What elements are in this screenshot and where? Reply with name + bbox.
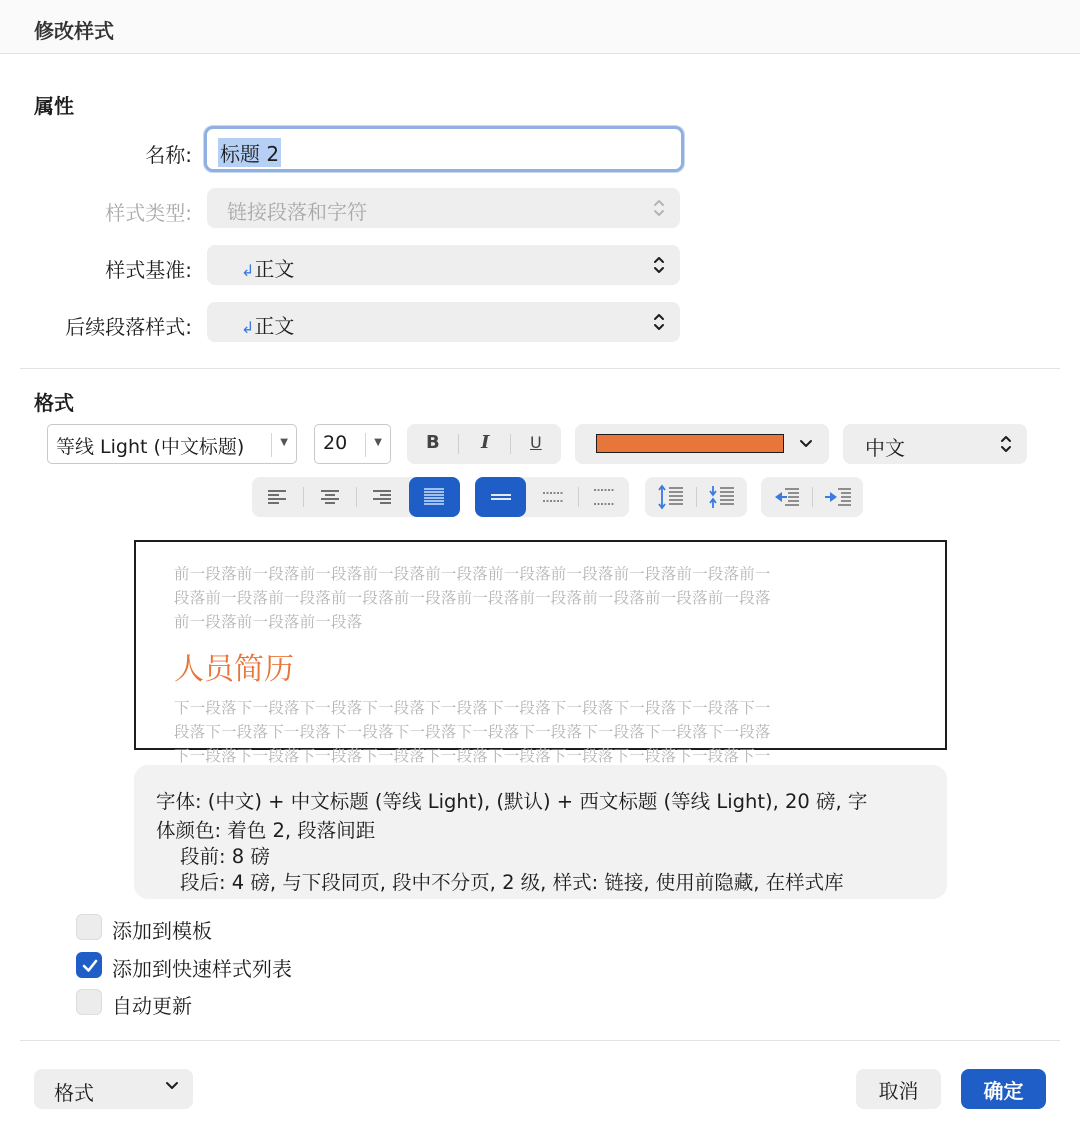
font-color-picker[interactable] [575, 424, 829, 464]
dropdown-arrow-icon: ▼ [374, 437, 382, 448]
up-down-chevron-icon [652, 252, 666, 278]
style-type-label: 样式类型: [105, 201, 192, 225]
increase-indent-icon [824, 487, 852, 507]
font-size-value: 20 [323, 432, 348, 454]
underline-button[interactable]: U [530, 433, 542, 452]
font-size-combo[interactable] [314, 424, 391, 464]
name-input-value: 标题 2 [218, 138, 281, 167]
style-description [134, 765, 947, 899]
align-left-button[interactable] [252, 477, 303, 517]
style-type-value: 链接段落和字符 [227, 200, 367, 224]
based-on-label: 样式基准: [105, 258, 192, 282]
description-line: 字体: (中文) + 中文标题 (等线 Light), (默认) + 西文标题 (等线 Light), 20 磅, 字 [156, 790, 868, 813]
decrease-indent-button[interactable] [761, 477, 812, 517]
add-to-template-checkbox[interactable] [76, 914, 102, 940]
font-combo[interactable] [47, 424, 297, 464]
decrease-indent-icon [773, 487, 801, 507]
align-justify-icon [423, 487, 445, 507]
up-down-chevron-icon [999, 431, 1013, 457]
footer-divider [20, 1040, 1060, 1041]
single-spacing-button[interactable] [475, 477, 526, 517]
name-input[interactable] [204, 126, 684, 172]
description-line: 段后: 4 磅, 与下段同页, 段中不分页, 2 级, 样式: 链接, 使用前隐藏, 在样式库 [180, 871, 844, 894]
based-on-select[interactable] [207, 245, 680, 285]
align-justify-button[interactable] [409, 477, 460, 517]
preview-heading: 人员简历 [174, 652, 294, 687]
format-section-title: 格式 [34, 391, 74, 415]
paragraph-return-icon: ↲ [241, 261, 255, 280]
add-to-quick-styles-checkbox[interactable] [76, 952, 102, 978]
auto-update-checkbox[interactable] [76, 989, 102, 1015]
dropdown-arrow-icon: ▼ [280, 437, 288, 448]
align-center-button[interactable] [304, 477, 356, 517]
cancel-button[interactable]: 取消 [856, 1069, 941, 1109]
description-line: 段前: 8 磅 [180, 845, 270, 868]
increase-spacing-icon [657, 484, 685, 510]
font-style-group [407, 424, 561, 464]
align-left-icon [267, 489, 287, 505]
indent-group [761, 477, 863, 517]
properties-section-title: 属性 [34, 94, 74, 118]
name-label: 名称: [145, 143, 192, 167]
decrease-paragraph-spacing-button[interactable] [697, 477, 747, 517]
checkmark-icon [80, 956, 100, 976]
style-preview [134, 540, 947, 765]
preview-next-paragraph-line: 下一段落下一段落下一段落下一段落下一段落下一段落下一段落下一段落下一段落下一 [174, 699, 771, 717]
preview-next-paragraph-line: 下一段落下一段落下一段落下一段落下一段落下一段落下一段落下一段落下一段落下一 [174, 747, 771, 765]
one-half-spacing-button[interactable] [527, 477, 578, 517]
bold-button[interactable]: B [426, 432, 440, 453]
font-value: 等线 Light (中文标题) [56, 436, 245, 458]
style-type-select[interactable] [207, 188, 680, 228]
ok-button[interactable]: 确定 [961, 1069, 1046, 1109]
title-bar [0, 0, 1080, 54]
one-half-spacing-icon [542, 489, 564, 505]
preview-next-paragraph-line: 段落下一段落下一段落下一段落下一段落下一段落下一段落下一段落下一段落下一段落 [174, 723, 771, 741]
chevron-down-icon [799, 439, 813, 449]
format-menu-label: 格式 [54, 1081, 94, 1105]
script-value: 中文 [865, 436, 905, 460]
preview-previous-paragraph-line: 段落前一段落前一段落前一段落前一段落前一段落前一段落前一段落前一段落前一段落 [174, 589, 771, 607]
section-divider [20, 368, 1060, 369]
increase-indent-button[interactable] [813, 477, 863, 517]
align-right-icon [372, 489, 392, 505]
add-to-quick-styles-label: 添加到快速样式列表 [112, 957, 292, 981]
font-color-swatch [596, 434, 784, 453]
add-to-template-label: 添加到模板 [112, 919, 212, 943]
preview-previous-paragraph-line: 前一段落前一段落前一段落前一段落前一段落前一段落前一段落前一段落前一段落前一 [174, 565, 771, 583]
next-style-select[interactable] [207, 302, 680, 342]
auto-update-label: 自动更新 [112, 994, 192, 1018]
alignment-group [252, 477, 460, 517]
up-down-chevron-icon [652, 195, 666, 221]
based-on-value: 正文 [254, 257, 295, 281]
align-right-button[interactable] [357, 477, 408, 517]
format-menu-button[interactable] [34, 1069, 193, 1109]
line-spacing-group [475, 477, 629, 517]
italic-button[interactable]: I [481, 432, 490, 453]
dialog-title: 修改样式 [34, 19, 114, 43]
double-spacing-button[interactable] [579, 477, 629, 517]
chevron-down-icon [165, 1081, 179, 1091]
paragraph-return-icon: ↲ [241, 318, 255, 337]
next-style-label: 后续段落样式: [65, 315, 192, 339]
description-line: 体颜色: 着色 2, 段落间距 [156, 819, 376, 842]
decrease-spacing-icon [708, 484, 736, 510]
single-spacing-icon [490, 490, 512, 504]
up-down-chevron-icon [652, 309, 666, 335]
double-spacing-icon [593, 487, 615, 507]
align-center-icon [320, 489, 340, 505]
script-select[interactable] [843, 424, 1027, 464]
increase-paragraph-spacing-button[interactable] [645, 477, 696, 517]
next-style-value: 正文 [254, 314, 295, 338]
preview-previous-paragraph-line: 前一段落前一段落前一段落 [174, 613, 363, 631]
paragraph-spacing-group [645, 477, 747, 517]
